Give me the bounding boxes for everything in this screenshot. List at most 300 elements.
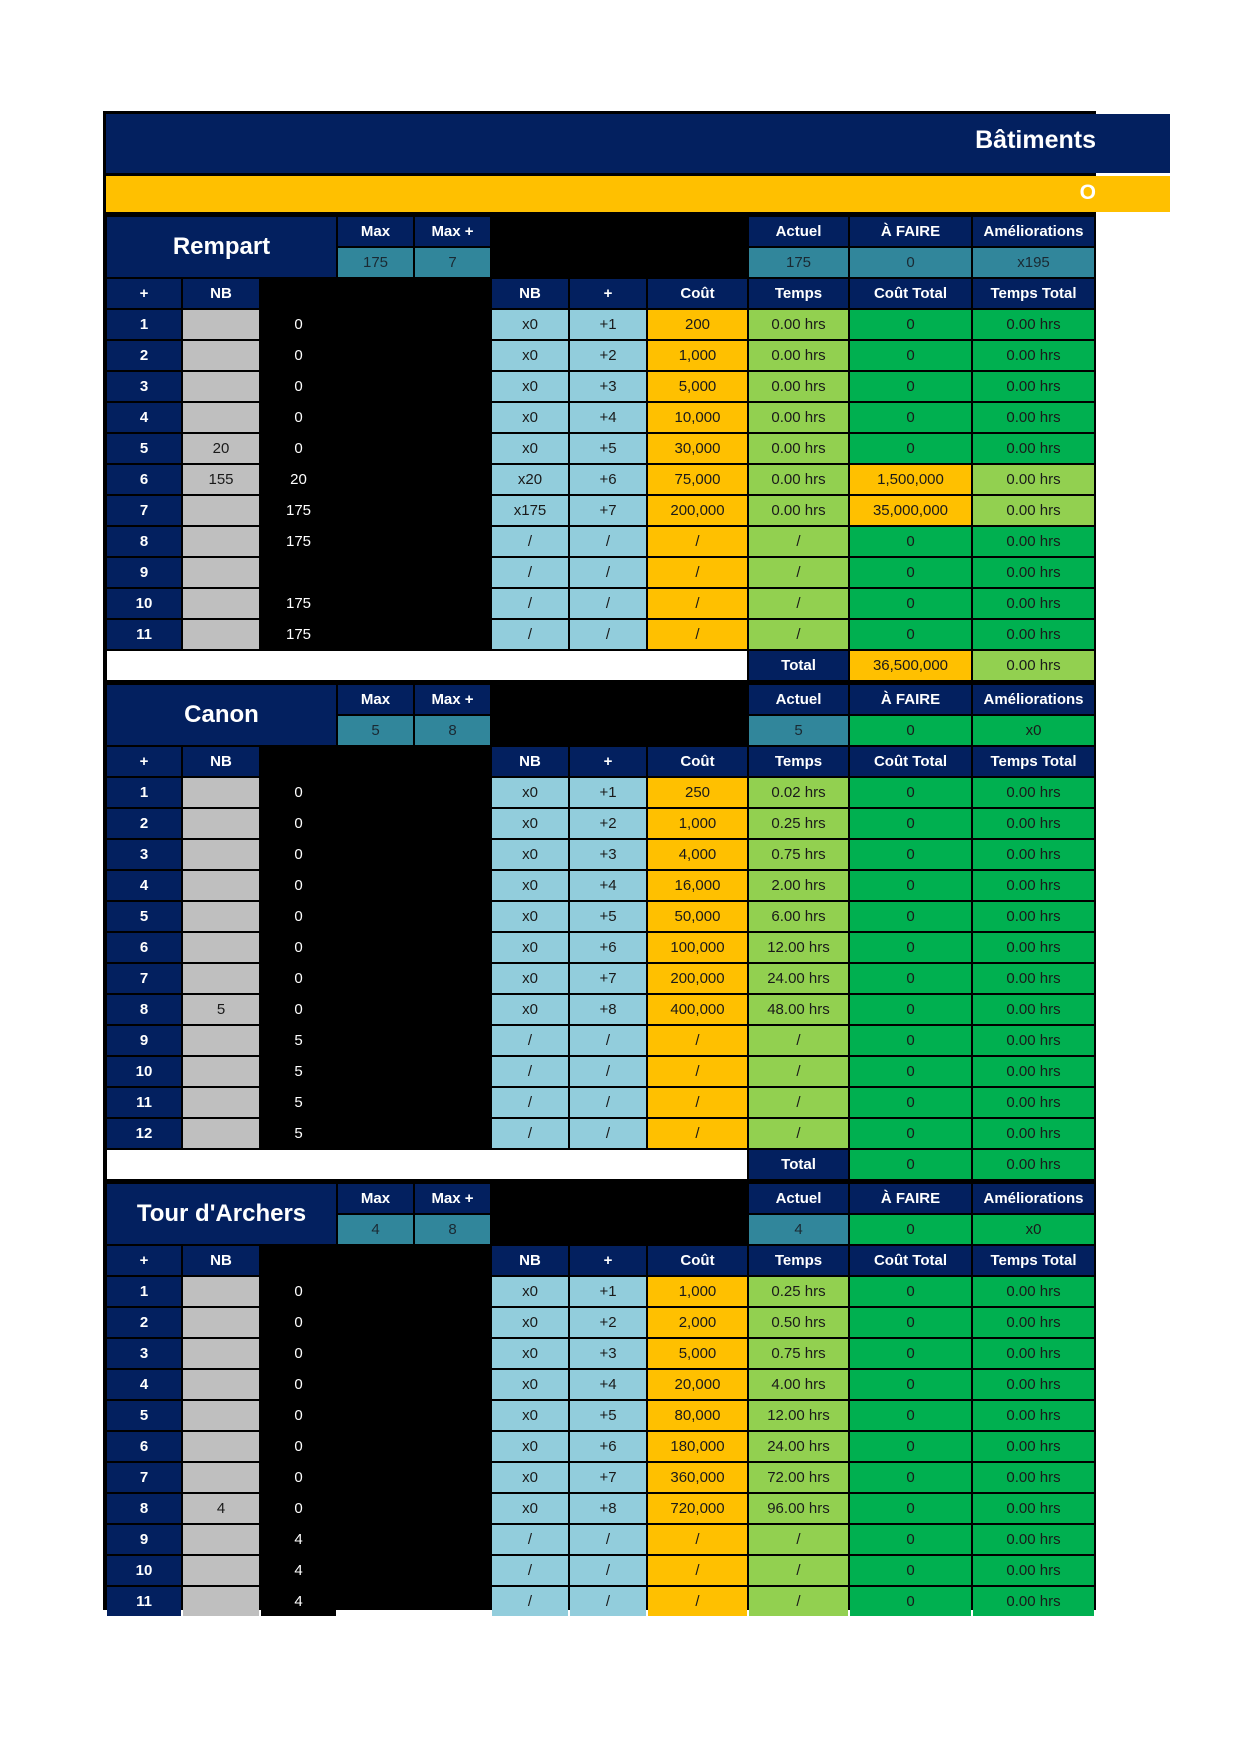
cout-col-header: Coût — [648, 279, 747, 308]
nb-multiplier: x0 — [492, 310, 568, 339]
row-index: 1 — [107, 1277, 181, 1306]
current-count: 0 — [261, 403, 336, 432]
cost-total-cell: 0 — [850, 871, 971, 900]
nb-multiplier: x0 — [492, 434, 568, 463]
time-total-cell: 0.00 hrs — [973, 1308, 1094, 1337]
plus-level-col-header: + — [570, 747, 646, 776]
max-header: Max — [338, 1184, 413, 1213]
time-cell: / — [749, 527, 848, 556]
level-plus: +7 — [570, 496, 646, 525]
nb-input[interactable] — [183, 1463, 259, 1492]
nb-input[interactable] — [183, 964, 259, 993]
cout-col-header: Coût — [648, 747, 747, 776]
time-cell: 12.00 hrs — [749, 933, 848, 962]
level-plus: +2 — [570, 1308, 646, 1337]
time-cell: 96.00 hrs — [749, 1494, 848, 1523]
cost-total-cell: 35,000,000 — [850, 496, 971, 525]
current-count: 0 — [261, 964, 336, 993]
nb-multiplier: x0 — [492, 1370, 568, 1399]
nb-input[interactable]: 4 — [183, 1494, 259, 1523]
total-label: Total — [749, 651, 848, 680]
level-plus: +7 — [570, 1463, 646, 1492]
level-plus: +4 — [570, 403, 646, 432]
nb-input[interactable] — [183, 902, 259, 931]
nb-multiplier: x0 — [492, 933, 568, 962]
row-index: 10 — [107, 1556, 181, 1585]
time-cell: 0.00 hrs — [749, 434, 848, 463]
cost-cell: 5,000 — [648, 372, 747, 401]
cost-total-cell: 0 — [850, 372, 971, 401]
level-plus: +5 — [570, 1401, 646, 1430]
cost-cell: 20,000 — [648, 1370, 747, 1399]
cost-total-cell: 0 — [850, 1277, 971, 1306]
cost-cell: 16,000 — [648, 871, 747, 900]
nb-input[interactable] — [183, 589, 259, 618]
ameliorations-value: x195 — [973, 248, 1094, 277]
level-plus: +7 — [570, 964, 646, 993]
level-plus: / — [570, 1525, 646, 1554]
time-cell: 0.00 hrs — [749, 403, 848, 432]
nb-input[interactable] — [183, 496, 259, 525]
level-plus: +8 — [570, 995, 646, 1024]
cost-cell: 360,000 — [648, 1463, 747, 1492]
level-plus: +4 — [570, 1370, 646, 1399]
time-cell: 72.00 hrs — [749, 1463, 848, 1492]
level-plus: +5 — [570, 434, 646, 463]
a-faire-value: 0 — [850, 1215, 971, 1244]
nb-input[interactable] — [183, 1339, 259, 1368]
cost-cell: 100,000 — [648, 933, 747, 962]
plus-col-header: + — [107, 1246, 181, 1275]
row-index: 7 — [107, 964, 181, 993]
section-title: Rempart — [107, 217, 336, 277]
time-total-cell: 0.00 hrs — [973, 1057, 1094, 1086]
title-bar — [106, 114, 1170, 173]
nb-input[interactable] — [183, 809, 259, 838]
level-plus: +1 — [570, 1277, 646, 1306]
cost-cell: 180,000 — [648, 1432, 747, 1461]
level-plus: / — [570, 589, 646, 618]
cost-cell: / — [648, 1057, 747, 1086]
cost-total-cell: 0 — [850, 1401, 971, 1430]
level-plus: +2 — [570, 809, 646, 838]
row-index: 11 — [107, 1587, 181, 1616]
time-total-cell: 0.00 hrs — [973, 1339, 1094, 1368]
nb-input[interactable]: 155 — [183, 465, 259, 494]
current-count: 175 — [261, 589, 336, 618]
max-plus-value: 7 — [415, 248, 490, 277]
cost-total-cell: 0 — [850, 995, 971, 1024]
ameliorations-header: Améliorations — [973, 1184, 1094, 1213]
temps-total-col-header: Temps Total — [973, 1246, 1094, 1275]
current-count: 5 — [261, 1088, 336, 1117]
subtitle-bar — [106, 176, 1170, 212]
total-cost: 36,500,000 — [850, 651, 971, 680]
time-cell: 0.75 hrs — [749, 1339, 848, 1368]
cost-cell: 1,000 — [648, 809, 747, 838]
nb-input[interactable] — [183, 840, 259, 869]
nb-multiplier: x0 — [492, 403, 568, 432]
temps-col-header: Temps — [749, 747, 848, 776]
time-total-cell: 0.00 hrs — [973, 809, 1094, 838]
current-count: 0 — [261, 840, 336, 869]
time-total-cell: 0.00 hrs — [973, 527, 1094, 556]
time-total-cell: 0.00 hrs — [973, 1463, 1094, 1492]
time-total-cell: 0.00 hrs — [973, 840, 1094, 869]
nb-level-col-header: NB — [492, 1246, 568, 1275]
cost-cell: 1,000 — [648, 1277, 747, 1306]
page-title: Bâtiments — [975, 126, 1096, 154]
nb-multiplier: x0 — [492, 1339, 568, 1368]
time-cell: / — [749, 558, 848, 587]
cost-total-cell: 0 — [850, 589, 971, 618]
nb-multiplier: / — [492, 1119, 568, 1148]
time-cell: 2.00 hrs — [749, 871, 848, 900]
level-plus: +3 — [570, 840, 646, 869]
time-total-cell: 0.00 hrs — [973, 933, 1094, 962]
time-total-cell: 0.00 hrs — [973, 620, 1094, 649]
cost-total-cell: 0 — [850, 1463, 971, 1492]
nb-input[interactable] — [183, 778, 259, 807]
level-plus: / — [570, 527, 646, 556]
cost-cell: / — [648, 1525, 747, 1554]
cost-cell: 400,000 — [648, 995, 747, 1024]
nb-multiplier: x0 — [492, 372, 568, 401]
time-cell: 0.00 hrs — [749, 372, 848, 401]
time-total-cell: 0.00 hrs — [973, 589, 1094, 618]
cost-total-cell: 1,500,000 — [850, 465, 971, 494]
nb-multiplier: x0 — [492, 1401, 568, 1430]
actuel-value: 175 — [749, 248, 848, 277]
cost-total-cell: 0 — [850, 1057, 971, 1086]
nb-input[interactable] — [183, 341, 259, 370]
cost-total-cell: 0 — [850, 1308, 971, 1337]
time-cell: / — [749, 589, 848, 618]
time-total-cell: 0.00 hrs — [973, 995, 1094, 1024]
row-index: 4 — [107, 871, 181, 900]
row-index: 6 — [107, 1432, 181, 1461]
ameliorations-header: Améliorations — [973, 217, 1094, 246]
row-index: 8 — [107, 1494, 181, 1523]
plus-level-col-header: + — [570, 1246, 646, 1275]
nb-input[interactable] — [183, 933, 259, 962]
nb-input[interactable] — [183, 1370, 259, 1399]
max-plus-header: Max + — [415, 685, 490, 714]
level-plus: / — [570, 620, 646, 649]
level-plus: +6 — [570, 933, 646, 962]
time-cell: / — [749, 1556, 848, 1585]
level-plus: / — [570, 1556, 646, 1585]
time-total-cell: 0.00 hrs — [973, 496, 1094, 525]
time-cell: 0.00 hrs — [749, 465, 848, 494]
row-index: 7 — [107, 496, 181, 525]
cout-total-col-header: Coût Total — [850, 279, 971, 308]
time-cell: / — [749, 1026, 848, 1055]
time-cell: / — [749, 620, 848, 649]
nb-multiplier: / — [492, 527, 568, 556]
row-index: 2 — [107, 341, 181, 370]
row-index: 6 — [107, 465, 181, 494]
max-header: Max — [338, 217, 413, 246]
nb-input[interactable] — [183, 1525, 259, 1554]
total-label: Total — [749, 1150, 848, 1179]
cost-cell: / — [648, 527, 747, 556]
cost-total-cell: 0 — [850, 933, 971, 962]
cost-total-cell: 0 — [850, 1556, 971, 1585]
current-count: 5 — [261, 1057, 336, 1086]
current-count: 0 — [261, 933, 336, 962]
nb-input[interactable] — [183, 372, 259, 401]
time-total-cell: 0.00 hrs — [973, 1587, 1094, 1616]
cost-cell: 200 — [648, 310, 747, 339]
nb-multiplier: / — [492, 1088, 568, 1117]
cost-total-cell: 0 — [850, 902, 971, 931]
cost-cell: 10,000 — [648, 403, 747, 432]
nb-input[interactable] — [183, 558, 259, 587]
nb-input[interactable]: 5 — [183, 995, 259, 1024]
row-index: 5 — [107, 434, 181, 463]
level-plus: / — [570, 1026, 646, 1055]
nb-input[interactable] — [183, 310, 259, 339]
nb-input[interactable] — [183, 1556, 259, 1585]
cost-cell: / — [648, 1088, 747, 1117]
row-index: 7 — [107, 1463, 181, 1492]
time-total-cell: 0.00 hrs — [973, 465, 1094, 494]
current-count: 5 — [261, 1026, 336, 1055]
nb-input[interactable] — [183, 1277, 259, 1306]
section-title: Canon — [107, 685, 336, 745]
nb-multiplier: / — [492, 1525, 568, 1554]
nb-multiplier: / — [492, 1026, 568, 1055]
nb-input[interactable] — [183, 1057, 259, 1086]
cout-total-col-header: Coût Total — [850, 747, 971, 776]
max-plus-value: 8 — [415, 1215, 490, 1244]
nb-input[interactable] — [183, 1088, 259, 1117]
temps-col-header: Temps — [749, 279, 848, 308]
cost-cell: / — [648, 1587, 747, 1616]
actuel-value: 5 — [749, 716, 848, 745]
cost-cell: 30,000 — [648, 434, 747, 463]
nb-multiplier: x0 — [492, 840, 568, 869]
cost-cell: 250 — [648, 778, 747, 807]
level-plus: +5 — [570, 902, 646, 931]
cost-cell: 2,000 — [648, 1308, 747, 1337]
row-index: 9 — [107, 558, 181, 587]
row-index: 11 — [107, 1088, 181, 1117]
current-count: 0 — [261, 1494, 336, 1523]
nb-input[interactable] — [183, 871, 259, 900]
max-value: 175 — [338, 248, 413, 277]
current-count: 0 — [261, 995, 336, 1024]
time-cell: 6.00 hrs — [749, 902, 848, 931]
nb-multiplier: x175 — [492, 496, 568, 525]
time-total-cell: 0.00 hrs — [973, 964, 1094, 993]
nb-multiplier: / — [492, 1556, 568, 1585]
temps-col-header: Temps — [749, 1246, 848, 1275]
current-count: 0 — [261, 372, 336, 401]
time-total-cell: 0.00 hrs — [973, 1525, 1094, 1554]
cost-cell: 75,000 — [648, 465, 747, 494]
nb-input[interactable] — [183, 1432, 259, 1461]
row-index: 3 — [107, 840, 181, 869]
time-cell: / — [749, 1587, 848, 1616]
actuel-value: 4 — [749, 1215, 848, 1244]
cost-cell: / — [648, 1026, 747, 1055]
cost-cell: 200,000 — [648, 964, 747, 993]
nb-level-col-header: NB — [492, 279, 568, 308]
time-total-cell: 0.00 hrs — [973, 558, 1094, 587]
a-faire-value: 0 — [850, 716, 971, 745]
time-cell: / — [749, 1088, 848, 1117]
current-count: 0 — [261, 310, 336, 339]
cost-total-cell: 0 — [850, 840, 971, 869]
time-cell: 0.02 hrs — [749, 778, 848, 807]
row-index: 10 — [107, 589, 181, 618]
plus-col-header: + — [107, 279, 181, 308]
cost-total-cell: 0 — [850, 1370, 971, 1399]
level-plus: +6 — [570, 1432, 646, 1461]
row-index: 6 — [107, 933, 181, 962]
time-total-cell: 0.00 hrs — [973, 1088, 1094, 1117]
cost-cell: / — [648, 558, 747, 587]
time-total-cell: 0.00 hrs — [973, 871, 1094, 900]
nb-multiplier: x20 — [492, 465, 568, 494]
cost-total-cell: 0 — [850, 1587, 971, 1616]
current-count: 0 — [261, 1432, 336, 1461]
time-total-cell: 0.00 hrs — [973, 1370, 1094, 1399]
current-count: 0 — [261, 1277, 336, 1306]
level-plus: +8 — [570, 1494, 646, 1523]
time-cell: 0.00 hrs — [749, 496, 848, 525]
section-title: Tour d'Archers — [107, 1184, 336, 1244]
cost-total-cell: 0 — [850, 778, 971, 807]
nb-input[interactable] — [183, 1587, 259, 1616]
nb-level-col-header: NB — [492, 747, 568, 776]
time-total-cell: 0.00 hrs — [973, 434, 1094, 463]
level-plus: / — [570, 1057, 646, 1086]
level-plus: +4 — [570, 871, 646, 900]
cost-cell: 50,000 — [648, 902, 747, 931]
nb-multiplier: x0 — [492, 341, 568, 370]
time-cell: 4.00 hrs — [749, 1370, 848, 1399]
max-plus-header: Max + — [415, 217, 490, 246]
cost-total-cell: 0 — [850, 1088, 971, 1117]
total-spacer — [107, 1150, 747, 1179]
time-cell: 0.75 hrs — [749, 840, 848, 869]
cout-col-header: Coût — [648, 1246, 747, 1275]
current-count: 0 — [261, 1401, 336, 1430]
nb-input[interactable] — [183, 1119, 259, 1148]
nb-col-header: NB — [183, 1246, 259, 1275]
cost-total-cell: 0 — [850, 558, 971, 587]
nb-input[interactable] — [183, 620, 259, 649]
time-cell: 0.00 hrs — [749, 341, 848, 370]
row-index: 2 — [107, 809, 181, 838]
current-count: 0 — [261, 1370, 336, 1399]
level-plus: +6 — [570, 465, 646, 494]
nb-multiplier: / — [492, 1587, 568, 1616]
nb-input[interactable] — [183, 527, 259, 556]
level-plus: / — [570, 1587, 646, 1616]
cost-total-cell: 0 — [850, 1525, 971, 1554]
row-index: 8 — [107, 995, 181, 1024]
row-index: 4 — [107, 403, 181, 432]
time-total-cell: 0.00 hrs — [973, 1556, 1094, 1585]
current-count: 0 — [261, 341, 336, 370]
total-time: 0.00 hrs — [973, 651, 1094, 680]
time-total-cell: 0.00 hrs — [973, 1026, 1094, 1055]
current-count: 0 — [261, 434, 336, 463]
max-value: 4 — [338, 1215, 413, 1244]
cost-total-cell: 0 — [850, 1026, 971, 1055]
max-header: Max — [338, 685, 413, 714]
row-index: 11 — [107, 620, 181, 649]
cost-total-cell: 0 — [850, 1432, 971, 1461]
nb-multiplier: x0 — [492, 1432, 568, 1461]
nb-input[interactable] — [183, 1308, 259, 1337]
ameliorations-value: x0 — [973, 716, 1094, 745]
time-cell: 24.00 hrs — [749, 964, 848, 993]
nb-multiplier: x0 — [492, 1463, 568, 1492]
nb-input[interactable] — [183, 1401, 259, 1430]
nb-multiplier: / — [492, 589, 568, 618]
current-count: 0 — [261, 1463, 336, 1492]
row-index: 9 — [107, 1026, 181, 1055]
cost-cell: 5,000 — [648, 1339, 747, 1368]
time-total-cell: 0.00 hrs — [973, 1401, 1094, 1430]
nb-multiplier: x0 — [492, 902, 568, 931]
a-faire-header: À FAIRE — [850, 685, 971, 714]
row-index: 4 — [107, 1370, 181, 1399]
nb-input[interactable]: 20 — [183, 434, 259, 463]
time-total-cell: 0.00 hrs — [973, 1432, 1094, 1461]
current-count: 175 — [261, 527, 336, 556]
max-value: 5 — [338, 716, 413, 745]
total-cost: 0 — [850, 1150, 971, 1179]
row-index: 9 — [107, 1525, 181, 1554]
time-total-cell: 0.00 hrs — [973, 778, 1094, 807]
cout-total-col-header: Coût Total — [850, 1246, 971, 1275]
current-count — [261, 558, 336, 587]
time-total-cell: 0.00 hrs — [973, 341, 1094, 370]
total-spacer — [107, 651, 747, 680]
actuel-header: Actuel — [749, 217, 848, 246]
a-faire-header: À FAIRE — [850, 1184, 971, 1213]
time-total-cell: 0.00 hrs — [973, 372, 1094, 401]
current-count: 0 — [261, 1308, 336, 1337]
nb-multiplier: x0 — [492, 1494, 568, 1523]
time-cell: 0.00 hrs — [749, 310, 848, 339]
level-plus: +1 — [570, 310, 646, 339]
level-plus: / — [570, 1119, 646, 1148]
nb-multiplier: x0 — [492, 809, 568, 838]
nb-multiplier: x0 — [492, 995, 568, 1024]
time-cell: / — [749, 1525, 848, 1554]
row-index: 2 — [107, 1308, 181, 1337]
nb-multiplier: x0 — [492, 1308, 568, 1337]
level-plus: / — [570, 558, 646, 587]
nb-multiplier: / — [492, 1057, 568, 1086]
current-count: 175 — [261, 496, 336, 525]
max-plus-value: 8 — [415, 716, 490, 745]
cost-total-cell: 0 — [850, 403, 971, 432]
nb-input[interactable] — [183, 403, 259, 432]
cost-total-cell: 0 — [850, 310, 971, 339]
nb-input[interactable] — [183, 1026, 259, 1055]
max-plus-header: Max + — [415, 1184, 490, 1213]
current-count: 0 — [261, 809, 336, 838]
actuel-header: Actuel — [749, 1184, 848, 1213]
